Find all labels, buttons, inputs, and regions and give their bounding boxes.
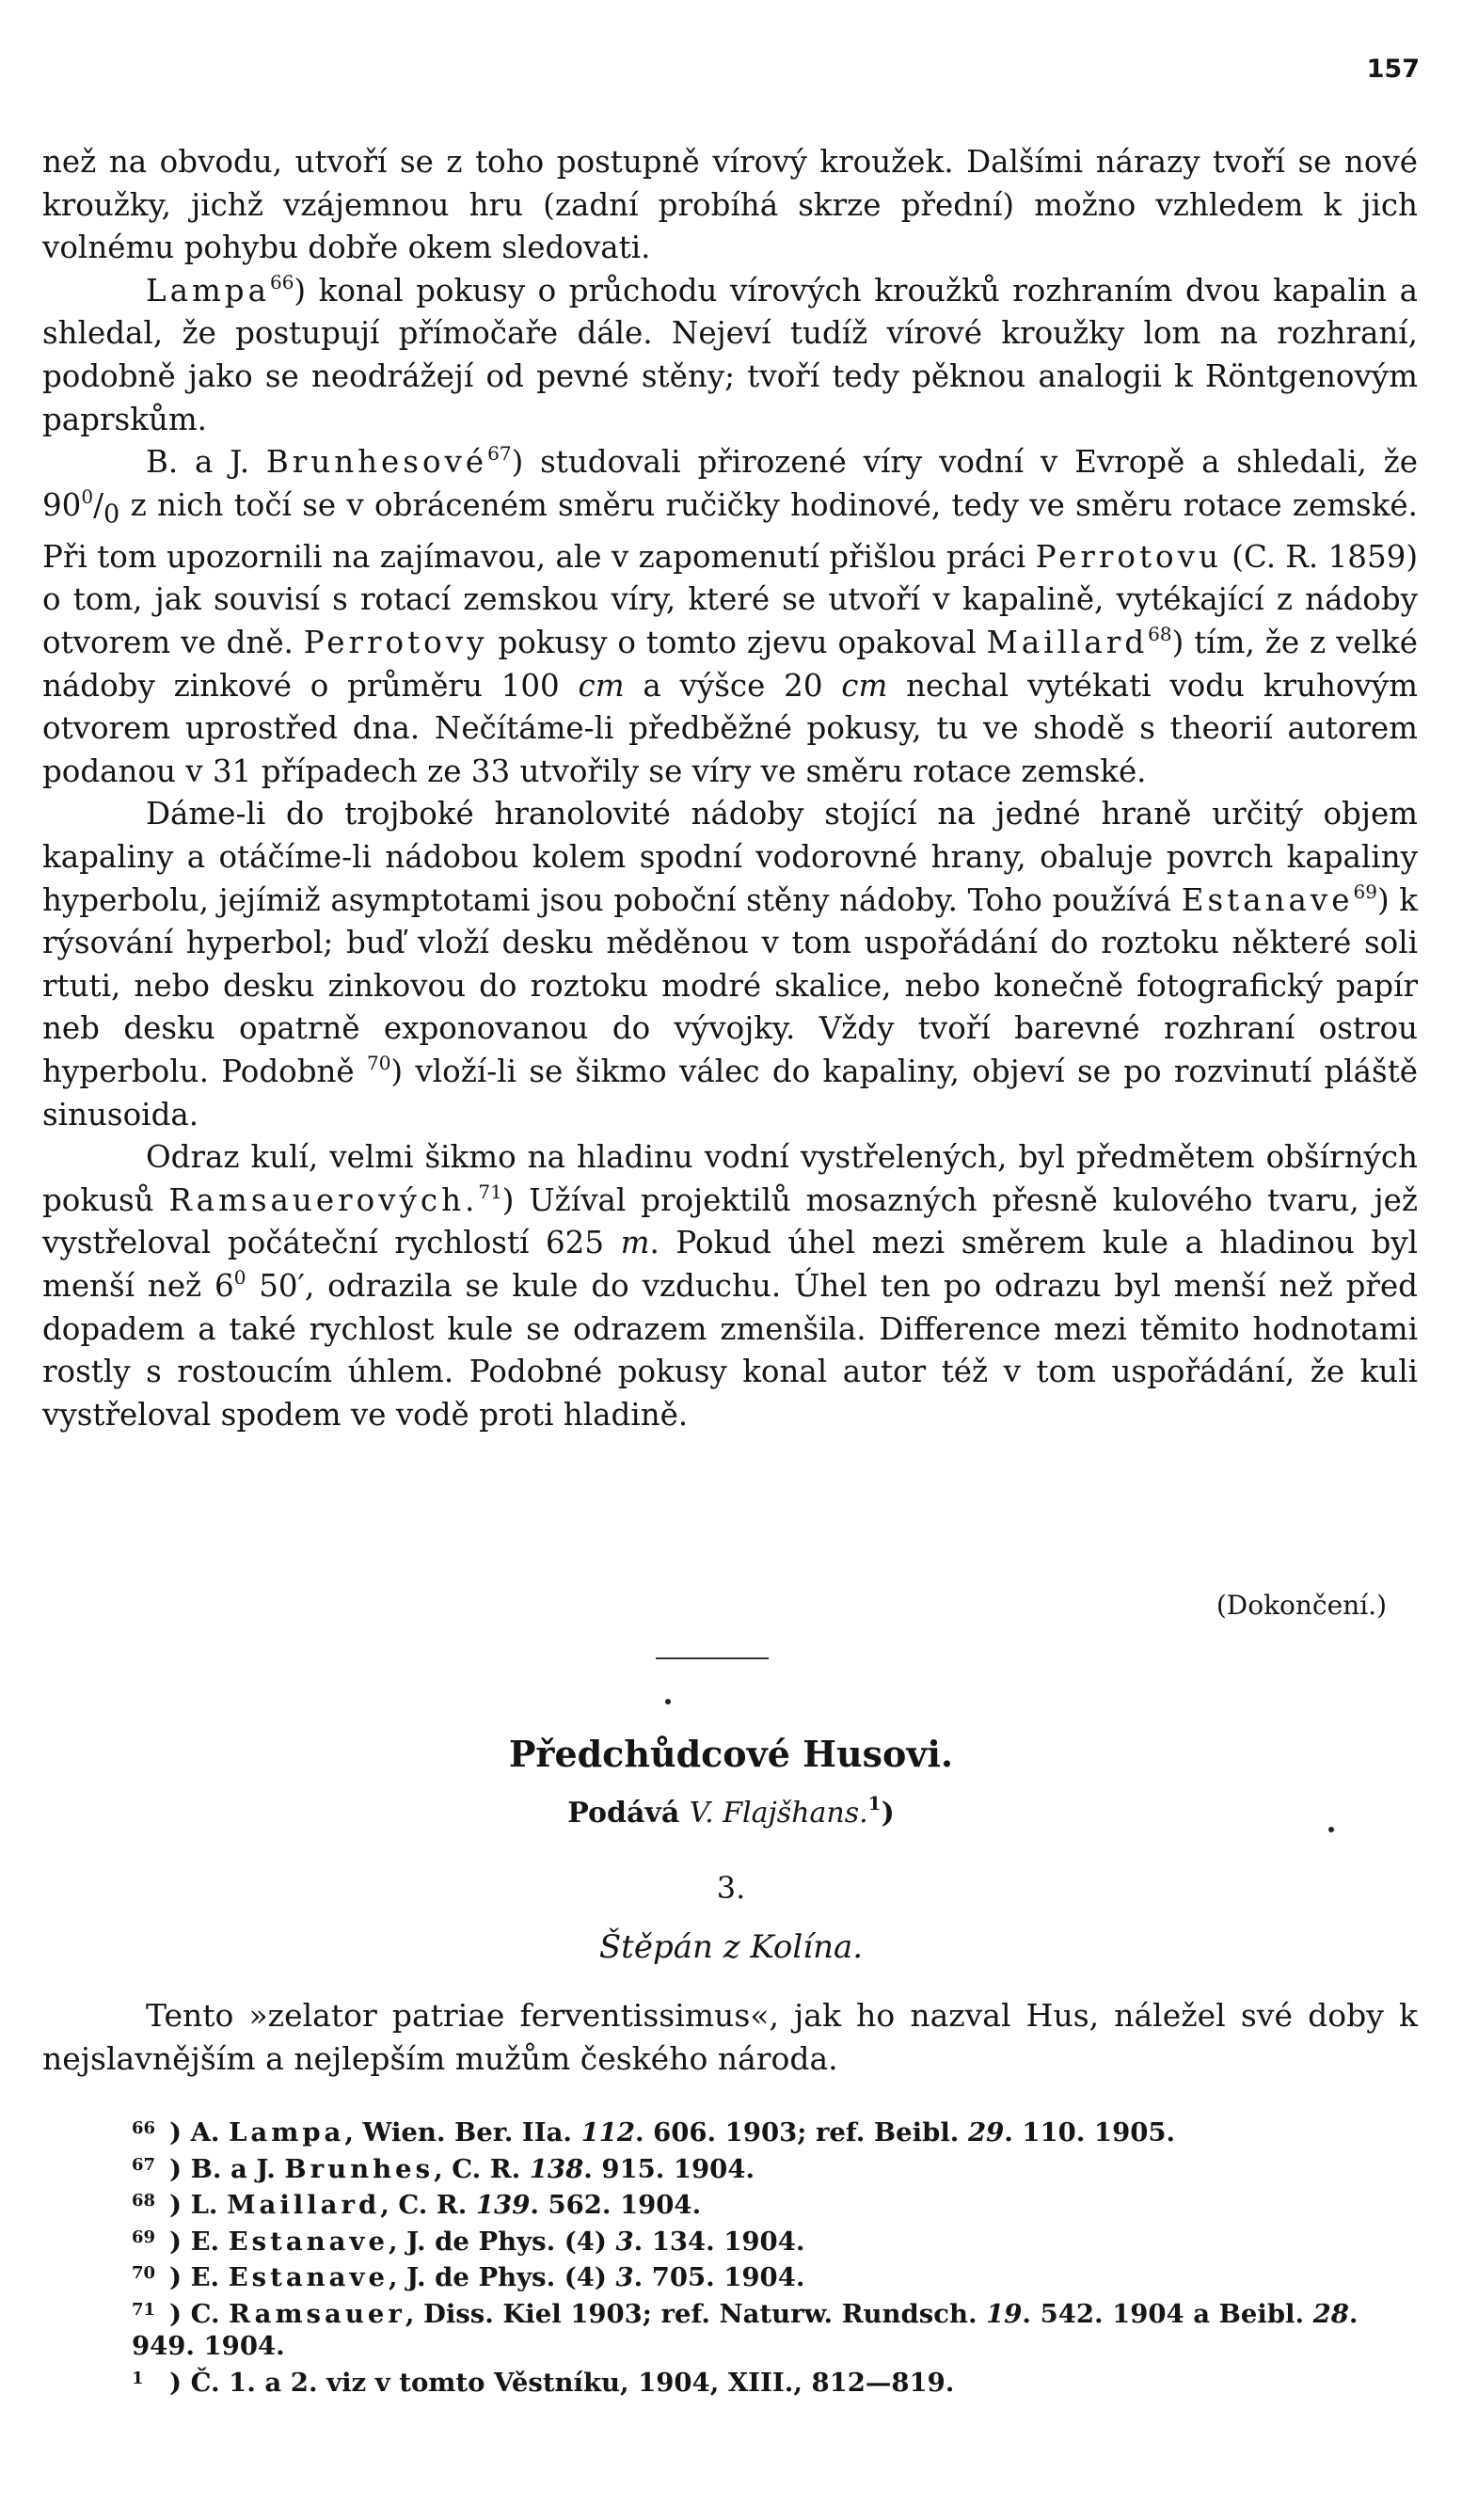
text-run: . Pokud úhel mezi směrem kule a hladinou byl menší než 6 — [42, 1225, 1419, 1304]
text-run: , Wien. Ber. IIa. — [344, 2117, 581, 2148]
footnote-mark: 70 — [132, 2263, 156, 2283]
text-run: . 134. 1904. — [633, 2226, 805, 2257]
italic-text: cm — [578, 667, 625, 704]
text-run: ) C. — [169, 2298, 230, 2329]
paragraph — [42, 1136, 1418, 1436]
footnote-ref: 0 — [81, 484, 94, 508]
text-run: . 915. 1904. — [583, 2153, 755, 2184]
byline: Podává V. Flajšhans.$^1$) — [567, 1792, 895, 1830]
text-run: ) E. — [169, 2262, 229, 2292]
byline-prefix: Podává — [567, 1797, 680, 1830]
footnote-mark: 71 — [132, 2299, 156, 2320]
footnote — [132, 2258, 1421, 2294]
italic-text: m — [620, 1225, 650, 1261]
spaced-name: Perrotovu — [1035, 538, 1222, 575]
footnote-ref: 68 — [1148, 623, 1172, 646]
footnote-ref: 71 — [478, 1180, 502, 1203]
page-number: 157 — [1366, 55, 1420, 84]
spaced-name: Estanave — [1181, 881, 1354, 918]
text-run: , C. R. — [434, 2153, 530, 2184]
text-run: ) E. — [169, 2226, 229, 2257]
footnote — [132, 2222, 1421, 2258]
text-run: ) studovali přirozené víry vodní v Evropě a shledali, že 90 — [42, 444, 1418, 523]
text-run: . 542. 1904 a Beibl. — [1022, 2298, 1313, 2329]
spaced-name: Perrotovy — [303, 625, 488, 661]
article-intro — [42, 1994, 1418, 2081]
footnote-mark: 66 — [132, 2118, 156, 2138]
italic-text: 112 — [580, 2117, 635, 2148]
spaced-name: Estanave — [228, 2226, 389, 2257]
footnote-ref: 67 — [487, 442, 512, 466]
italic-text: 28 — [1312, 2298, 1349, 2329]
text-run: . 562. 1904. — [530, 2190, 702, 2220]
text-run: , Diss. Kiel 1903; ref. Naturw. Rundsch. — [405, 2298, 987, 2329]
text-run: ) Užíval projektilů mosazných přesně kulového tvaru, jež vystřeloval počáteční rychlostí 625 — [42, 1181, 1418, 1261]
spaced-name: Brunhesové — [265, 444, 488, 481]
text-run: než na obvodu, utvoří se z toho postupně vírový kroužek. Dalšími nárazy tvoří se nové kroužky, jichž vzájemnou hru (zadní probíhá skrze přední) možno vzhledem k jich volnému pohybu dobře okem sledovati. — [42, 144, 1418, 266]
text-run: ) B. a J. — [169, 2153, 285, 2184]
text-run: z nich točí se v obráceném směru ručičky hodinové, tedy ve směru rotace zemské. Při tom upozornili na zajímavou, ale v zapomenutí přišlou práci — [42, 486, 1418, 575]
footnote-mark: 68 — [132, 2191, 156, 2211]
footnote — [132, 2294, 1421, 2363]
text-run: 50′, odrazila se kule do vzduchu. Úhel ten po odrazu byl menší než před dopadem a také rychlost kule se odrazem zmenšila. Difference mezi těmito hodnotami rostly s rostoucím úhlem. Podobné pokusy konal autor též v tom uspořádání, že kuli vystřeloval spodem ve vodě proti hladině. — [42, 1267, 1418, 1433]
text-run: ) konal pokusy o průchodu vírových kroužků rozhraním dvou kapalin a shledal, že postupují přímočaře dále. Nejeví tudíž vírové kroužky lom na rozhraní, podobně jako se neodrážejí od pevné stěny; tvoří tedy pěknou analogii k Röntgenovým paprskům. — [42, 272, 1418, 437]
footnote-ref: 0 — [233, 1265, 246, 1289]
italic-text: 3 — [615, 2262, 634, 2292]
text-run: , C. R. — [380, 2190, 476, 2220]
text-run: pokusy o tomto zjevu opakoval — [487, 625, 987, 661]
spaced-name: Lampa — [146, 272, 270, 309]
spaced-name: Estanave — [228, 2262, 389, 2292]
text-run: . 949. 1904. — [132, 2298, 1359, 2361]
author-note-mark: 1 — [867, 1792, 882, 1815]
footnote — [132, 2185, 1421, 2222]
italic-text: 139 — [475, 2190, 531, 2220]
continuation-note: (Dokončení.) — [1216, 1590, 1387, 1621]
text-run: ) k rýsování hyperbol; buď vloží desku měděnou v tom uspořádání do roztoku některé soli rtuti, nebo desku zinkovou do roztoku modré skalice, nebo konečně fotografický papír neb desku opatrně exponovanou do vývojky. Vždy tvoří barevné rozhraní ostrou hyperbolu. Podobně — [42, 881, 1418, 1089]
spaced-name: Maillard — [986, 625, 1149, 661]
text-run: a výšce 20 — [624, 667, 842, 704]
decorative-dot — [665, 1699, 671, 1704]
italic-text: 19 — [986, 2298, 1023, 2329]
footnote-ref: 69 — [1353, 880, 1377, 903]
text-run: Odraz kulí, velmi šikmo na hladinu vodní vystřelených, byl předmětem obšírných pokusů — [42, 1139, 1418, 1218]
text-run: nechal vytékati vodu kruhovým otvorem uprostřed dna. Nečítáme-li předběžné pokusy, tu ve shodě s theorií autorem podanou v 31 případech ze 33 utvořily se víry ve směru rotace zemské. — [42, 667, 1418, 789]
section-number: 3. — [716, 1870, 746, 1906]
paragraph — [42, 270, 1418, 441]
spaced-name: Ramsauerových. — [168, 1181, 479, 1218]
text-run: (C. R. 1859) o tom, jak souvisí s rotací zemskou víry, které se utvoří v kapalině, vytékající z nádoby otvorem ve dně. — [42, 538, 1418, 661]
footnote-ref: 70 — [366, 1051, 391, 1074]
spaced-name: Brunhes — [284, 2153, 435, 2184]
italic-text: 138 — [529, 2153, 584, 2184]
text-run: ) tím, že z velké nádoby zinkové o průměru 100 — [42, 625, 1418, 704]
footnotes — [132, 2113, 1421, 2399]
text-run: ) vloží-li se šikmo válec do kapaliny, objeví se po rozvinutí pláště sinusoida. — [42, 1053, 1418, 1133]
paragraph — [42, 141, 1418, 270]
footnote — [132, 2149, 1421, 2186]
section-divider — [656, 1657, 769, 1659]
text-run: . 606. 1903; ref. Beibl. — [634, 2117, 968, 2148]
text-run: . 110. 1905. — [1004, 2117, 1176, 2148]
paragraph — [42, 793, 1418, 1136]
italic-text: 3 — [615, 2226, 634, 2257]
section-subtitle: Štěpán z Kolína. — [598, 1928, 864, 1966]
footnote-ref: 66 — [269, 270, 294, 293]
footnote — [132, 2113, 1421, 2149]
text-run: ) L. — [169, 2190, 228, 2220]
text-run: ) A. — [169, 2117, 230, 2148]
author-name: V. Flajšhans. — [689, 1797, 868, 1830]
intro-paragraph: Tento »zelator patriae ferventissimus«, jak ho nazval Hus, náležel své doby k nejslavnějším a nejlepším mužům českého národa. — [42, 1997, 1418, 2077]
text-run: Dáme-li do trojboké hranolovité nádoby stojící na jedné hraně určitý objem kapaliny a otáčíme-li nádobou kolem spodní vodorovné hrany, obaluje povrch kapaliny hyperbolu, jejímiž asymptotami jsou poboční stěny nádoby. Toho používá — [42, 796, 1418, 918]
spaced-name: Ramsauer — [229, 2298, 405, 2329]
text-run: , J. de Phys. (4) — [388, 2262, 616, 2292]
spaced-name: Maillard — [227, 2190, 381, 2220]
text-run: ) Č. 1. a 2. viz v tomto Věstníku, 1904, XIII., 812—819. — [169, 2367, 955, 2398]
article-title: Předchůdcové Husovi. — [508, 1733, 954, 1775]
footnote-mark: 69 — [132, 2227, 156, 2247]
text-run: . 705. 1904. — [633, 2262, 805, 2292]
footnote-mark: 67 — [132, 2154, 156, 2175]
italic-text: cm — [841, 667, 888, 704]
footnote — [132, 2363, 1421, 2400]
footnote-mark: 1 — [132, 2368, 144, 2388]
text-run: , J. de Phys. (4) — [388, 2226, 616, 2257]
article-body — [42, 141, 1418, 1436]
text-run: B. a J. — [146, 444, 266, 481]
subscript: 0 — [103, 499, 120, 530]
spaced-name: Lampa — [229, 2117, 345, 2148]
italic-text: 29 — [967, 2117, 1005, 2148]
paragraph — [42, 441, 1418, 793]
text-run: / — [93, 486, 104, 523]
